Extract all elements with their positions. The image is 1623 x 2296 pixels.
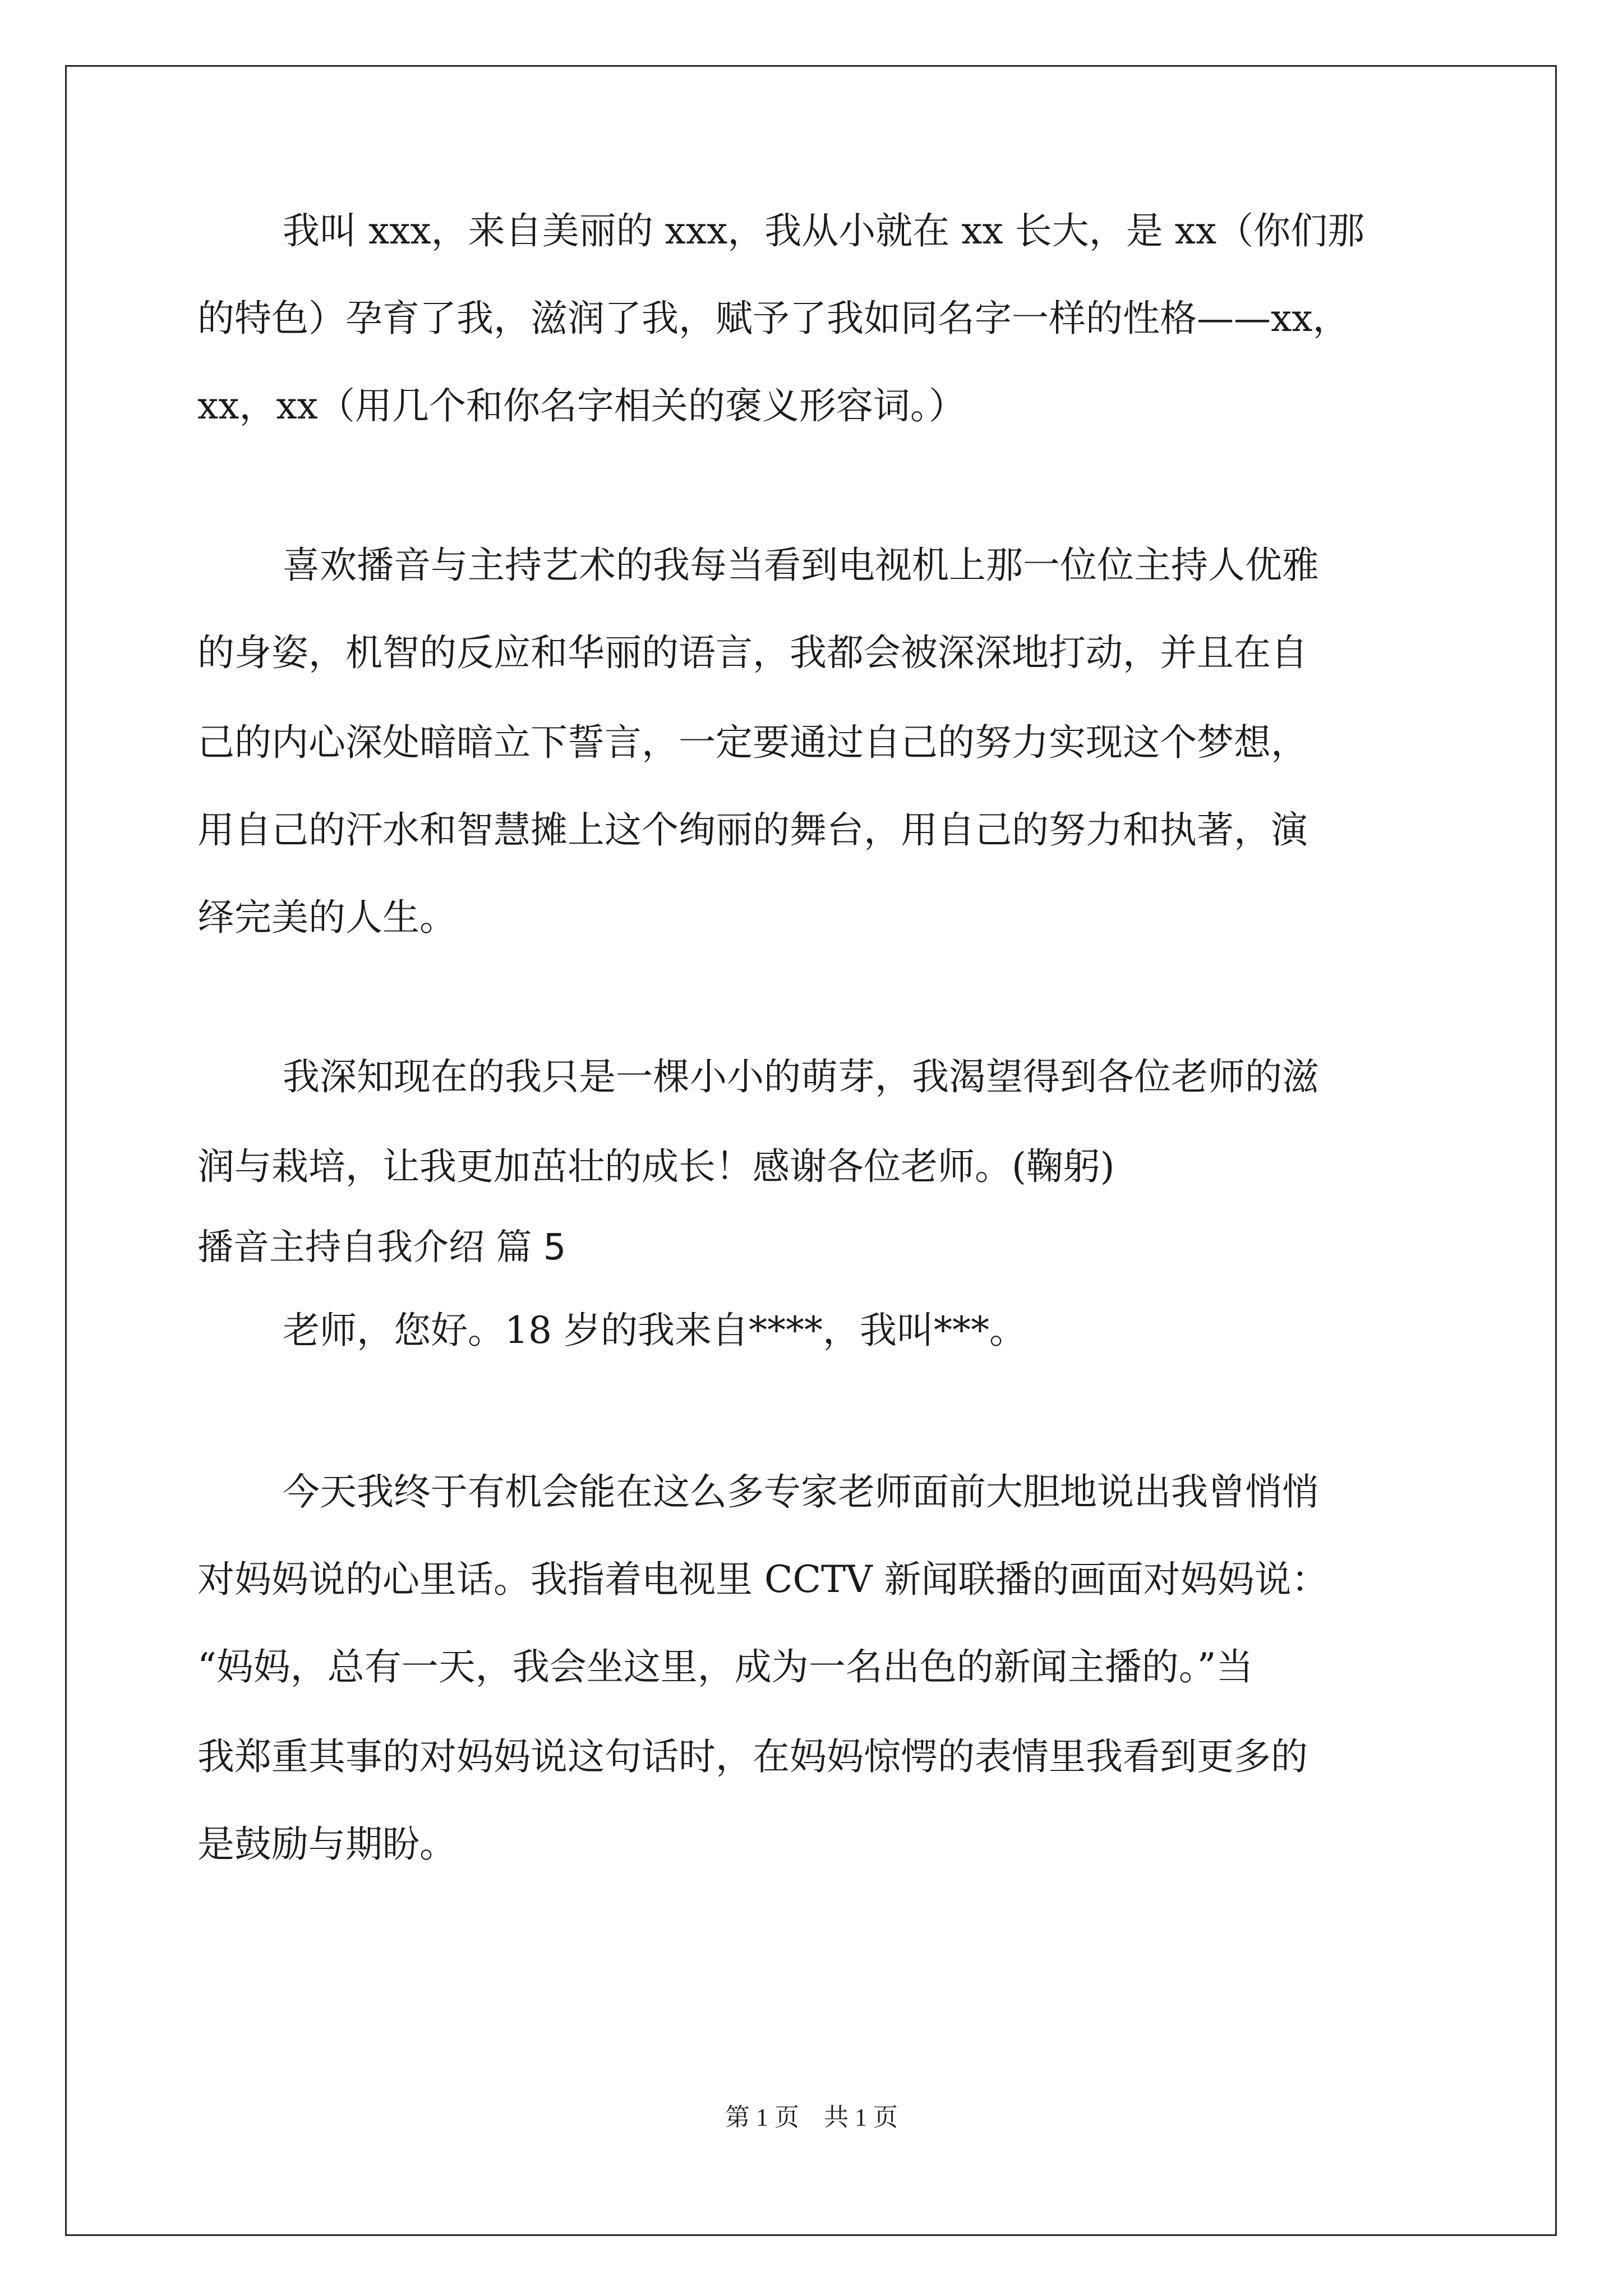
- page-footer: 第 1 页 共 1 页: [725, 2104, 898, 2131]
- paragraph-5-line-1: 今天我终于有机会能在这么多专家老师面前大胆地说出我曾悄悄: [283, 1470, 1319, 1513]
- paragraph-5-line-3: “妈妈，总有一天，我会坐这里，成为一名出色的新闻主播的。”当: [197, 1645, 1253, 1688]
- paragraph-5-line-5: 是鼓励与期盼。: [197, 1823, 457, 1866]
- section-heading: 播音主持自我介绍 篇 5: [197, 1227, 566, 1268]
- paragraph-5-line-2: 对妈妈说的心里话。我指着电视里 CCTV 新闻联播的画面对妈妈说：: [197, 1558, 1329, 1601]
- paragraph-4-line-1: 老师，您好。18 岁的我来自****，我叫***。: [283, 1309, 1026, 1352]
- paragraph-2-line-1: 喜欢播音与主持艺术的我每当看到电视机上那一位位主持人优雅: [283, 544, 1319, 587]
- paragraph-5-line-4: 我郑重其事的对妈妈说这句话时，在妈妈惊愕的表情里我看到更多的: [197, 1735, 1308, 1778]
- paragraph-2-line-2: 的身姿，机智的反应和华丽的语言，我都会被深深地打动，并且在自: [197, 631, 1308, 674]
- paragraph-2-line-3: 己的内心深处暗暗立下誓言，一定要通过自己的努力实现这个梦想，: [197, 721, 1308, 764]
- paragraph-1-line-2: 的特色）孕育了我，滋润了我，赋予了我如同名字一样的性格——xx，: [197, 297, 1350, 340]
- paragraph-1-line-3: xx，xx（用几个和你名字相关的褒义形容词。）: [197, 384, 966, 427]
- paragraph-3-line-2: 润与栽培，让我更加茁壮的成长！感谢各位老师。(鞠躬): [197, 1145, 1115, 1188]
- paragraph-2-line-5: 绎完美的人生。: [197, 896, 457, 939]
- paragraph-3-line-1: 我深知现在的我只是一棵小小的萌芽，我渴望得到各位老师的滋: [283, 1055, 1319, 1098]
- paragraph-1-line-1: 我叫 xxx，来自美丽的 xxx，我从小就在 xx 长大，是 xx（你们那: [283, 209, 1365, 252]
- paragraph-2-line-4: 用自己的汗水和智慧摊上这个绚丽的舞台，用自己的努力和执著，演: [197, 808, 1308, 852]
